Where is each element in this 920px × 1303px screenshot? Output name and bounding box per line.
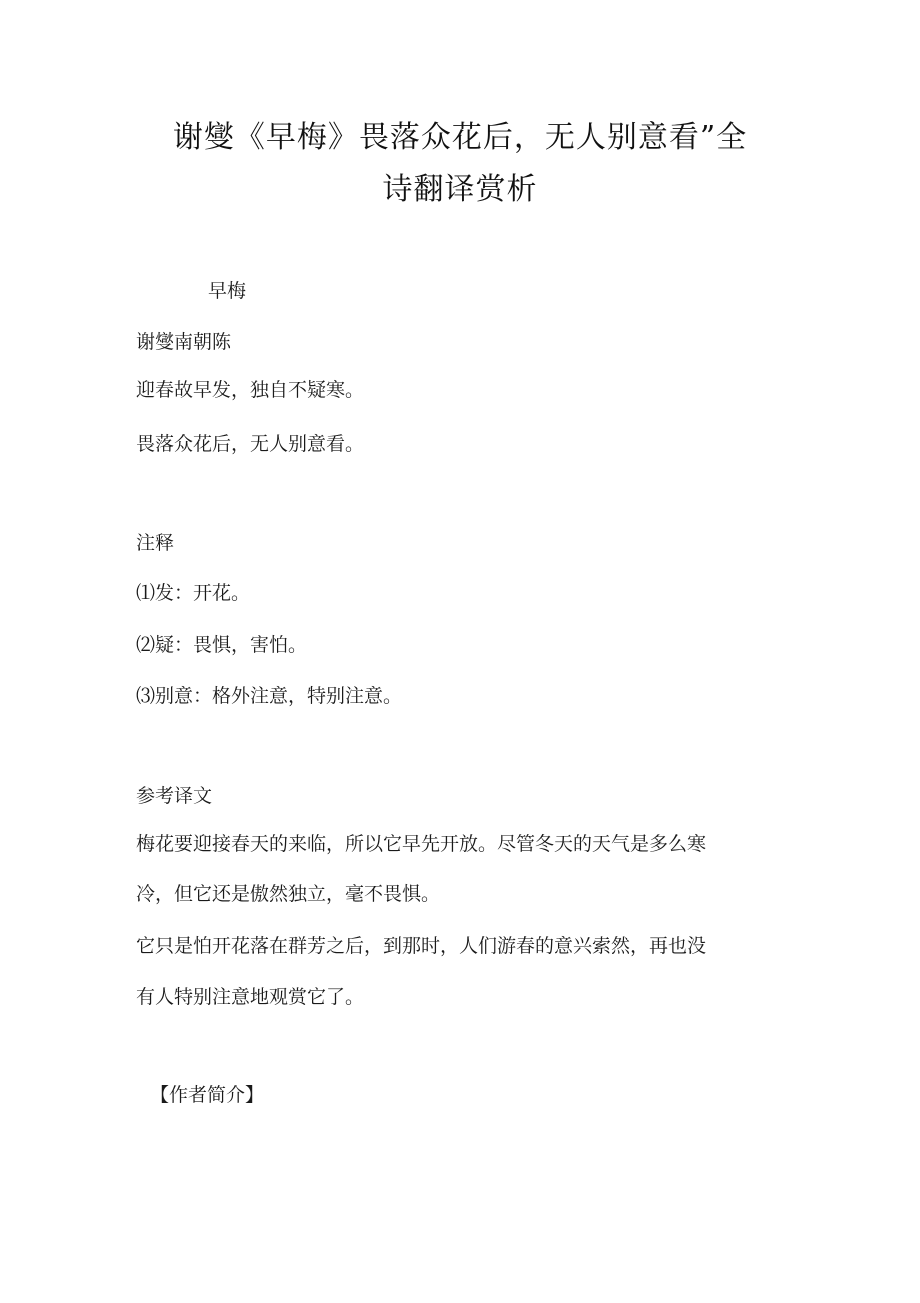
poem-line: 迎春故早发，独自不疑寒。 [136,379,365,401]
page-title-line-2: 诗翻译赏析 [382,172,538,207]
page-title-line-1: 谢燮《早梅》畏落众花后，无人别意看”全 [172,120,748,155]
poem-line: 畏落众花后，无人别意看。 [136,433,365,455]
translation-heading: 参考译文 [136,785,213,807]
notes-heading: 注释 [136,532,175,554]
translation-line: 梅花要迎接春天的来临，所以它早先开放。尽管冬天的天气是多么寒 [136,833,707,855]
note-item: ⑶别意：格外注意，特别注意。 [136,685,403,707]
note-item: ⑴发：开花。 [136,582,251,604]
note-item: ⑵疑：畏惧，害怕。 [136,634,308,656]
author-bio-heading: 【作者简介】 [150,1084,265,1106]
poem-title: 早梅 [208,280,247,302]
translation-line: 它只是怕开花落在群芳之后，到那时，人们游春的意兴索然，再也没 [136,935,707,957]
translation-line: 有人特别注意地观赏它了。 [136,986,365,1008]
translation-line: 冷，但它还是傲然独立，毫不畏惧。 [136,883,441,905]
poem-author: 谢燮南朝陈 [136,331,232,353]
